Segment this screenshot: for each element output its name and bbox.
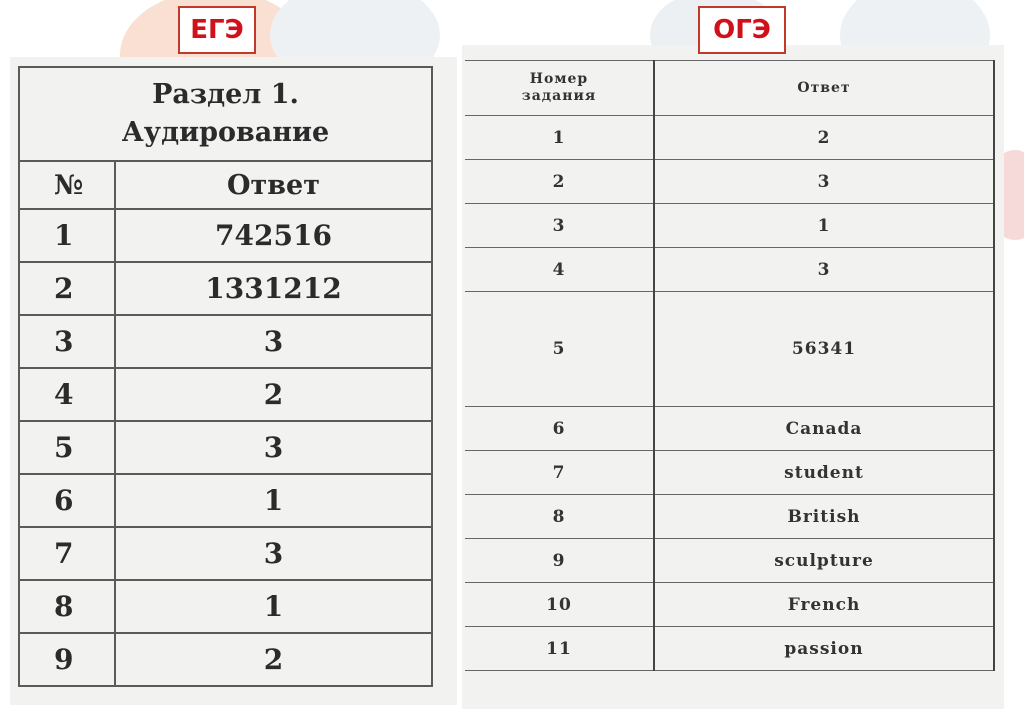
oge-label: ОГЭ xyxy=(698,6,786,54)
ege-task-answer: 3 xyxy=(115,421,432,474)
oge-task-answer: 3 xyxy=(654,248,994,292)
ege-task-number: 5 xyxy=(19,421,115,474)
ege-task-number: 2 xyxy=(19,262,115,315)
oge-task-answer: Canada xyxy=(654,407,994,451)
oge-task-answer: British xyxy=(654,495,994,539)
oge-task-number: 8 xyxy=(465,495,654,539)
oge-task-answer: 2 xyxy=(654,116,994,160)
oge-table-row xyxy=(465,160,994,204)
oge-task-answer: 3 xyxy=(654,160,994,204)
oge-task-answer: student xyxy=(654,451,994,495)
oge-task-number: 2 xyxy=(465,160,654,204)
ege-task-answer: 1331212 xyxy=(115,262,432,315)
oge-column-number-header xyxy=(465,61,654,116)
ege-task-number: 4 xyxy=(19,368,115,421)
oge-task-number: 10 xyxy=(465,583,654,627)
ege-task-answer: 1 xyxy=(115,580,432,633)
ege-task-answer: 3 xyxy=(115,315,432,368)
ege-task-answer: 742516 xyxy=(115,209,432,262)
ege-answer-table xyxy=(18,66,433,687)
oge-task-answer: sculpture xyxy=(654,539,994,583)
oge-task-number: 7 xyxy=(465,451,654,495)
ege-table-row xyxy=(19,527,432,580)
ege-section-title-line2: Аудирование xyxy=(121,117,330,148)
oge-table-row xyxy=(465,495,994,539)
oge-task-answer: 56341 xyxy=(654,292,994,407)
oge-task-number: 1 xyxy=(465,116,654,160)
oge-task-number: 5 xyxy=(465,292,654,407)
oge-column-number-header-line1: Номер xyxy=(529,71,589,87)
ege-section-title xyxy=(19,67,432,161)
ege-task-number: 3 xyxy=(19,315,115,368)
ege-table-row xyxy=(19,633,432,686)
oge-table-row xyxy=(465,116,994,160)
ege-section-title-line1: Раздел 1. xyxy=(152,79,299,110)
ege-column-number-header: № xyxy=(19,161,115,209)
oge-task-number: 4 xyxy=(465,248,654,292)
oge-table-row xyxy=(465,248,994,292)
oge-task-answer: passion xyxy=(654,627,994,671)
oge-table-row xyxy=(465,451,994,495)
oge-task-answer: French xyxy=(654,583,994,627)
ege-task-number: 7 xyxy=(19,527,115,580)
ege-table-row xyxy=(19,262,432,315)
oge-task-answer: 1 xyxy=(654,204,994,248)
ege-table-row xyxy=(19,580,432,633)
ege-table-row xyxy=(19,421,432,474)
ege-task-answer: 2 xyxy=(115,368,432,421)
ege-table-row xyxy=(19,368,432,421)
oge-table-row xyxy=(465,539,994,583)
oge-task-number: 9 xyxy=(465,539,654,583)
ege-table-row xyxy=(19,315,432,368)
ege-table-row xyxy=(19,209,432,262)
oge-task-number: 6 xyxy=(465,407,654,451)
ege-task-number: 6 xyxy=(19,474,115,527)
oge-table-row xyxy=(465,583,994,627)
oge-table-row xyxy=(465,407,994,451)
ege-task-number: 9 xyxy=(19,633,115,686)
ege-column-answer-header: Ответ xyxy=(115,161,432,209)
ege-task-number: 8 xyxy=(19,580,115,633)
ege-task-number: 1 xyxy=(19,209,115,262)
oge-table-row xyxy=(465,204,994,248)
ege-table-row xyxy=(19,474,432,527)
oge-answer-table xyxy=(465,60,995,671)
oge-table-row xyxy=(465,627,994,671)
oge-column-answer-header: Ответ xyxy=(654,61,994,116)
oge-table-row xyxy=(465,292,994,407)
oge-column-number-header-line2: задания xyxy=(521,88,597,104)
oge-task-number: 11 xyxy=(465,627,654,671)
oge-task-number: 3 xyxy=(465,204,654,248)
ege-label: ЕГЭ xyxy=(178,6,256,54)
ege-task-answer: 3 xyxy=(115,527,432,580)
ege-task-answer: 1 xyxy=(115,474,432,527)
ege-task-answer: 2 xyxy=(115,633,432,686)
